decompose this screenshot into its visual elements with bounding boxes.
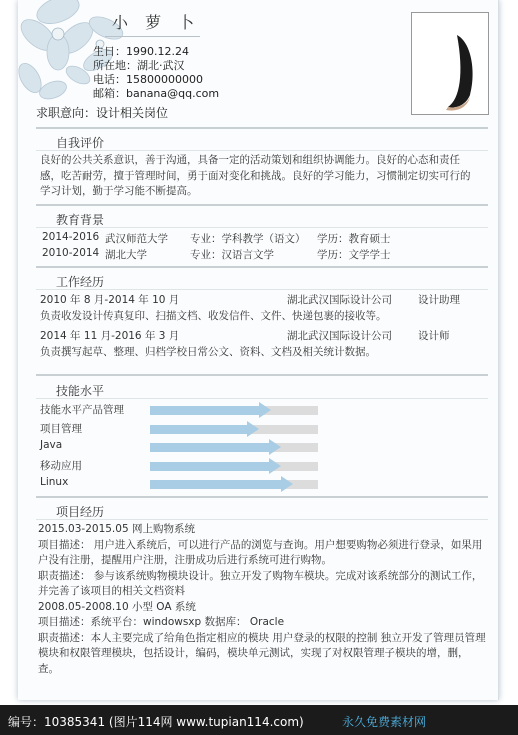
- email-info: 邮箱：banana@qq.com: [93, 87, 220, 100]
- phone-info: 电话：15800000000: [93, 73, 203, 86]
- skill-bar: [150, 406, 318, 415]
- divider: [36, 266, 488, 268]
- skill-bar-fill: [150, 425, 247, 434]
- skill-bar: [150, 462, 318, 471]
- candidate-name: 小 萝 卜: [112, 13, 201, 32]
- divider: [36, 227, 488, 228]
- edu-school: 湖北大学: [105, 249, 147, 261]
- location-info: 所在地：湖北·武汉: [93, 59, 185, 72]
- project-line: 2015.03-2015.05 网上购物系统: [38, 523, 195, 535]
- project-line: 项目描述： 用户进入系统后，可以进行产品的浏览与查询。用户想要购物必须进行登录，如果用户没有注册，提醒用户注册，注册成功后进行系统可进行购物。: [38, 538, 483, 566]
- promo-text: 永久免费素材网: [342, 715, 427, 729]
- job-intention: 求职意向：设计相关岗位: [36, 106, 169, 120]
- divider: [36, 204, 488, 206]
- project-line: 职责描述：本人主要完成了给角色指定相应的模块 用户登录的权限的控制 独立开发了管理员管理模块和权限管理模块，包括设计，编码，模块单元测试，实现了对权限管理子模块的增，删，查。: [38, 631, 486, 675]
- skill-bar-arrow-icon: [269, 439, 281, 455]
- skill-label: Java: [40, 439, 63, 451]
- section-title-skills: 技能水平: [56, 384, 105, 398]
- skill-bar: [150, 425, 318, 434]
- skill-bar-arrow-icon: [259, 402, 271, 418]
- skill-bar-fill: [150, 462, 269, 471]
- skill-label: 移动应用: [40, 459, 82, 472]
- birth-info: 生日：1990.12.24: [93, 45, 189, 58]
- section-title-projects: 项目经历: [56, 505, 105, 519]
- self-eval-text: 良好的公共关系意识，善于沟通，具备一定的活动策划和组织协调能力。良好的心态和责任感，吃苦耐劳，擅于管理时间，勇于面对变化和挑战。良好的学习能力，习惯制定切实可行的学习计划，勤于学习能不断提高。: [40, 154, 471, 197]
- divider: [36, 150, 488, 151]
- edu-major: 专业：学科教学（语文）: [190, 233, 306, 245]
- divider: [36, 398, 488, 399]
- edu-school: 武汉师范大学: [105, 233, 168, 245]
- profile-photo: [411, 12, 489, 115]
- job-period: 2010 年 8 月-2014 年 10 月: [40, 294, 180, 306]
- edu-major: 专业：汉语言文学: [190, 249, 274, 261]
- skill-bar-arrow-icon: [281, 476, 293, 492]
- skill-bar: [150, 443, 318, 452]
- job-position: 设计助理: [418, 294, 460, 306]
- section-title-work: 工作经历: [56, 275, 105, 289]
- job-position: 设计师: [418, 330, 450, 342]
- job-company: 湖北武汉国际设计公司: [287, 330, 392, 342]
- skill-bar-arrow-icon: [269, 458, 281, 474]
- job-description: 负责收发设计传真复印、扫描文档、收发信件、文件、快递包裹的接收等。: [40, 310, 387, 322]
- edu-degree: 学历：文学学士: [317, 249, 391, 261]
- skill-label: 项目管理: [40, 422, 82, 435]
- edu-years: 2010-2014: [42, 247, 100, 259]
- project-line: 2008.05-2008.10 小型 OA 系统: [38, 600, 196, 613]
- projects-content: [38, 522, 486, 677]
- project-line: 项目描述：系统平台：windowsxp 数据库： Oracle: [38, 616, 285, 628]
- job-company: 湖北武汉国际设计公司: [287, 294, 392, 306]
- skill-bar-fill: [150, 480, 281, 489]
- section-title-self-eval: 自我评价: [56, 136, 105, 150]
- edu-degree: 学历：教育硕士: [317, 233, 391, 245]
- skill-bar-fill: [150, 406, 259, 415]
- skill-label: 技能水平产品管理: [40, 404, 124, 416]
- divider: [36, 519, 488, 520]
- project-line: 职责描述： 参与该系统购物模块设计。独立开发了购物车模块。完成对该系统部分的测试工作，并完善了该项目的相关文档资料: [38, 569, 483, 597]
- skill-bar-arrow-icon: [247, 421, 259, 437]
- image-id-text: 编号：10385341 (图片114网 www.tupian114.com): [8, 715, 304, 729]
- divider: [36, 496, 488, 498]
- job-period: 2014 年 11 月-2016 年 3 月: [40, 330, 180, 342]
- divider: [36, 127, 488, 129]
- skill-bar: [150, 480, 318, 489]
- section-title-education: 教育背景: [56, 213, 105, 227]
- skill-label: Linux: [40, 476, 69, 488]
- name-underline: [105, 36, 200, 37]
- divider: [36, 374, 488, 376]
- watermark-footer: [0, 705, 518, 735]
- divider: [36, 289, 488, 290]
- edu-years: 2014-2016: [42, 231, 100, 243]
- job-description: 负责撰写起草、整理、归档学校日常公文、资料、文档及相关统计数据。: [40, 346, 376, 358]
- skill-bar-fill: [150, 443, 269, 452]
